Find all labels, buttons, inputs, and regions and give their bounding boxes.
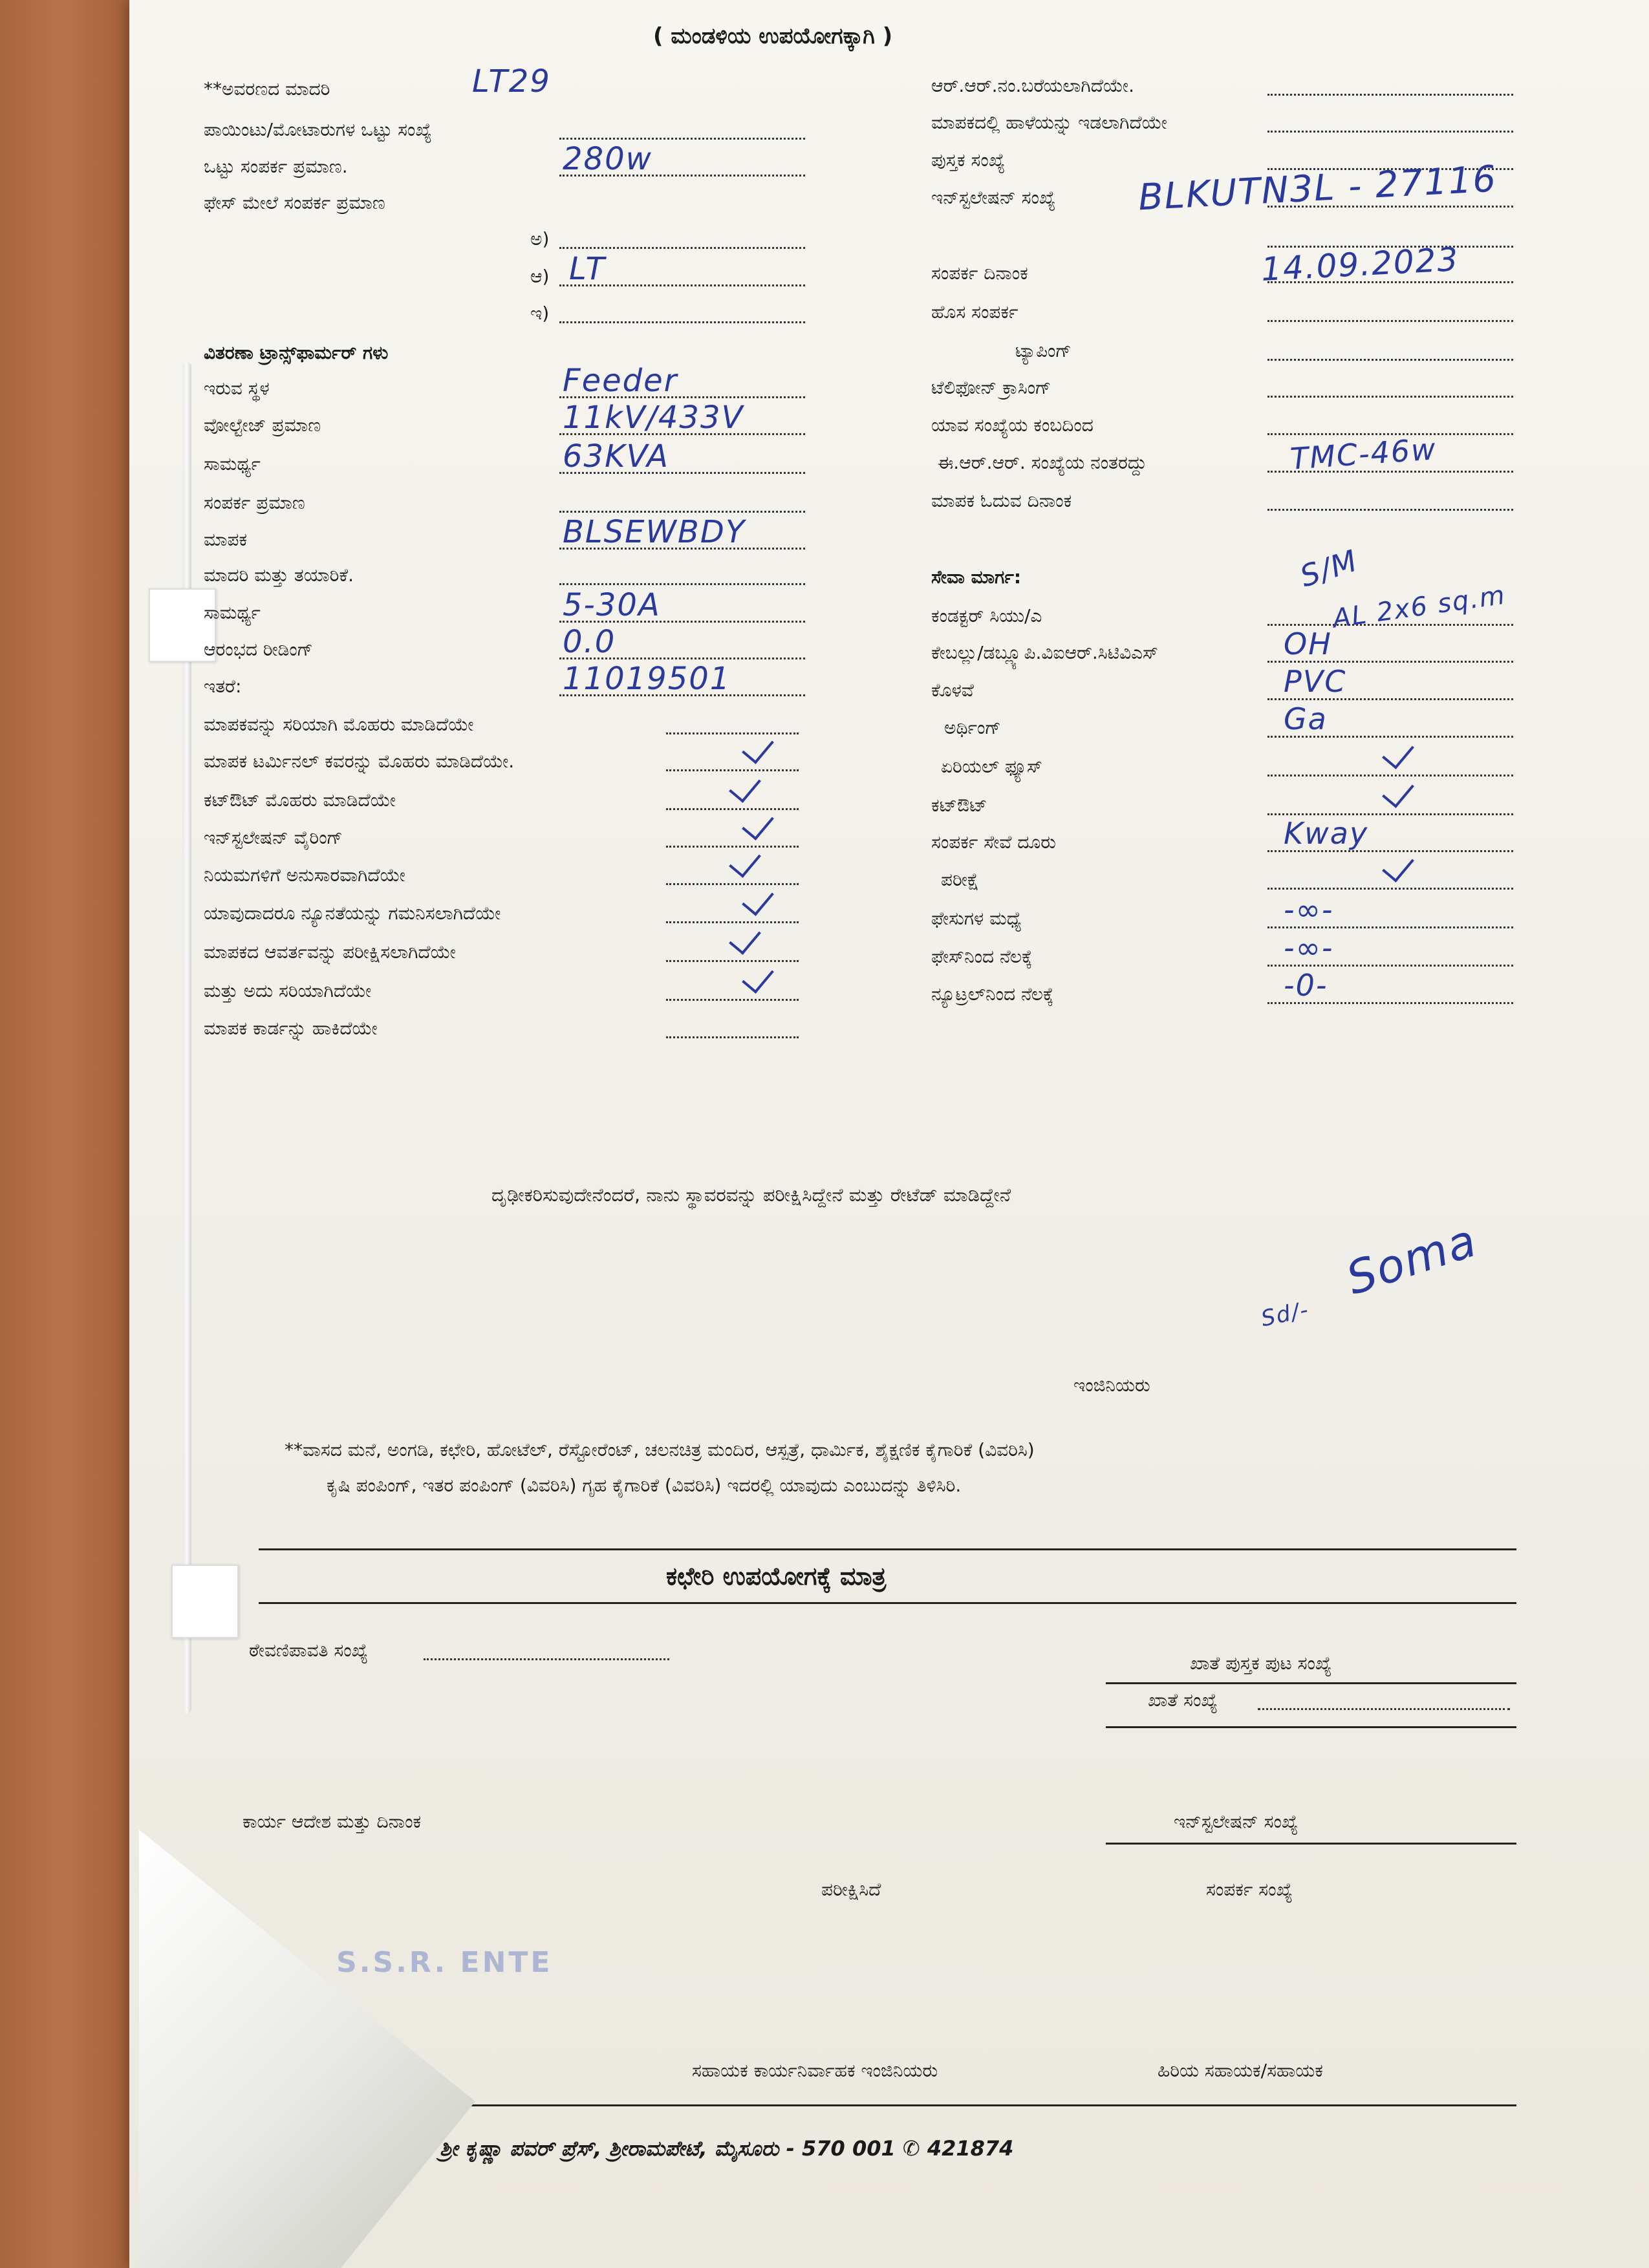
left-field-label: ಪಾಯಿಂಟು/ಮೋಟಾರುಗಳ ಒಟ್ಟು ಸಂಖ್ಯೆ xyxy=(204,119,432,140)
right-field-label: ಈ.ಆರ್.ಆರ್. ಸಂಖ್ಯೆಯ ನಂತರದ್ದು xyxy=(938,452,1147,473)
left-field-blank xyxy=(666,960,799,962)
engineer-label: ಇಂಜಿನಿಯರು xyxy=(1073,1375,1150,1396)
left-field-label: ಮಾಪಕ xyxy=(204,529,248,550)
left-field-value: 11019501 xyxy=(563,661,731,697)
signature-prefix: Sd/- xyxy=(1258,1296,1312,1332)
right-field-label: ಪರೀಕ್ಷೆ xyxy=(941,869,979,890)
left-field-blank xyxy=(666,999,799,1001)
left-field-value: 63KVA xyxy=(563,438,669,475)
work-order-label: ಕಾರ್ಯ ಆದೇಶ ಮತ್ತು ದಿನಾಂಕ xyxy=(242,1811,422,1832)
left-field-label: ಸಾಮರ್ಥ್ಯ xyxy=(204,602,261,623)
left-field-label: ಮಾಪಕ ಟರ್ಮಿನಲ್ ಕವರನ್ನು ಮೊಹರು ಮಾಡಿದೆಯೇ. xyxy=(204,751,515,772)
left-field-blank xyxy=(559,511,805,513)
left-field-value: LT xyxy=(569,251,606,287)
right-field-label: ಕೇಬಲ್ಲು/ಡಬ್ಲ್ಯೂಪಿ.ವಿಐಆರ್.ಸಿಟಿವಿಎಸ್ xyxy=(931,642,1158,663)
left-field-blank xyxy=(666,883,799,885)
left-field-label: ಮಾದರಿ ಮತ್ತು ತಯಾರಿಕೆ. xyxy=(204,564,354,586)
aee-label: ಸಹಾಯಕ ಕಾರ್ಯನಿರ್ವಾಹಕ ಇಂಜಿನಿಯರು xyxy=(692,2060,938,2081)
left-field-blank xyxy=(666,769,799,771)
right-field-label: ಕಂಡಕ್ಟರ್ ಸಿಯು/ಎ xyxy=(931,605,1042,626)
binder-cover xyxy=(0,0,142,2268)
right-field-label: ಆರ್.ಆರ್.ನಂ.ಬರೆಯಲಾಗಿದೆಯೇ. xyxy=(931,75,1135,96)
senior-assistant-label: ಹಿರಿಯ ಸಹಾಯಕ/ಸಹಾಯಕ xyxy=(1158,2060,1323,2081)
left-field-value: BLSEWBDY xyxy=(563,514,746,550)
left-field-value: LT29 xyxy=(472,63,551,100)
right-field-label: ಅರ್ಥಿಂಗ್ xyxy=(944,717,1001,738)
installation-no-label: ಇನ್‌ಸ್ಟಲೇಷನ್ ಸಂಖ್ಯೆ xyxy=(1174,1811,1299,1832)
printer-imprint: ಶ್ರೀ ಕೃಷ್ಣಾ ಪವರ್ ಪ್ರೆಸ್, ಶ್ರೀರಾಮಪೇಟೆ, ಮೈಸೂರು - 570 001 ✆ 421874 xyxy=(440,2136,1014,2161)
left-field-blank xyxy=(666,1036,799,1038)
left-field-label: ವಿತರಣಾ ಟ್ರಾನ್ಸ್‌ಫಾರ್ಮರ್ ಗಳು xyxy=(204,342,389,363)
right-field-label: ಟೆಲಿಫೋನ್ ಕ್ರಾಸಿಂಗ್ xyxy=(931,377,1051,398)
form-sheet xyxy=(129,0,1649,2268)
left-field-blank xyxy=(666,808,799,810)
left-field-label: ಇತರೆ: xyxy=(204,676,242,697)
engineer-signature: Soma xyxy=(1340,1214,1483,1305)
right-field-value: AL 2x6 sq.m xyxy=(1331,580,1508,634)
right-field-label: ಫೇಸ್‌ನಿಂದ ನೆಲಕ್ಕೆ xyxy=(931,946,1033,967)
right-field-blank xyxy=(1267,320,1513,322)
left-field-blank xyxy=(666,733,799,734)
left-field-label: ಮಾಪಕ ಕಾರ್ಡನ್ನು ಹಾಕಿದೆಯೇ xyxy=(204,1018,378,1039)
right-field-blank xyxy=(1267,396,1513,398)
account-no-blank xyxy=(1258,1708,1510,1710)
account-no-label: ಖಾತೆ ಸಂಖ್ಯೆ xyxy=(1148,1689,1218,1711)
certification-statement: ದೃಢೀಕರಿಸುವುದೇನೆಂದರೆ, ನಾನು ಸ್ಥಾವರವನ್ನು ಪರೀಕ್ಷಿಸಿದ್ದೇನೆ ಮತ್ತು ರೇಟೆಡ್ ಮಾಡಿದ್ದೇನೆ xyxy=(491,1184,1011,1206)
left-field-label: ಸಂಪರ್ಕ ಪ್ರಮಾಣ xyxy=(204,492,305,513)
connection-no-label: ಸಂಪರ್ಕ ಸಂಖ್ಯೆ xyxy=(1206,1879,1293,1900)
left-field-label: ಇರುವ ಸ್ಥಳ xyxy=(204,378,270,399)
ledger-page-no-label: ಖಾತೆ ಪುಸ್ತಕ ಪುಟ ಸಂಖ್ಯೆ xyxy=(1190,1653,1332,1674)
ledger-page-rule xyxy=(1106,1682,1516,1684)
right-field-value: OH xyxy=(1284,626,1332,661)
right-field-value: -∞- xyxy=(1284,930,1334,965)
deposit-no-blank xyxy=(424,1658,669,1660)
right-field-blank xyxy=(1267,131,1513,133)
left-field-value: 11kV/433V xyxy=(563,400,744,436)
account-no-rule xyxy=(1106,1726,1516,1728)
office-title-rule xyxy=(259,1602,1516,1604)
left-field-value: 0.0 xyxy=(563,624,616,660)
left-field-label: ಒಟ್ಟು ಸಂಪರ್ಕ ಪ್ರಮಾಣ. xyxy=(204,156,348,177)
deposit-no-label: ಠೇವಣಿಪಾವತಿ ಸಂಖ್ಯೆ xyxy=(249,1640,368,1661)
footnote-line-1: **ವಾಸದ ಮನೆ, ಅಂಗಡಿ, ಕಛೇರಿ, ಹೋಟೆಲ್, ರೆಸ್ಟೋರೆಂಟ್, ಚಲನಚಿತ್ರ ಮಂದಿರ, ಆಸ್ಪತ್ರೆ, ಧಾರ್ಮಿಕ, ಶೈಕ್ಷಣಿಕ ಕೈಗಾರಿಕೆ (ವಿವರಿಸಿ) xyxy=(285,1439,1035,1460)
right-field-label: ಯಾವ ಸಂಖ್ಯೆಯ ಕಂಬದಿಂದ xyxy=(931,414,1094,436)
right-field-value: Kway xyxy=(1284,816,1369,851)
right-field-label: ಫೇಸುಗಳ ಮಧ್ಯೆ xyxy=(931,908,1022,929)
right-field-value: 14.09.2023 xyxy=(1260,241,1460,288)
left-field-value: 280w xyxy=(563,141,652,177)
right-field-label: ನ್ಯೂಟ್ರಲ್‌ನಿಂದ ನೆಲಕ್ಕೆ xyxy=(931,983,1054,1005)
left-field-label: ವೋಲ್ಟೇಜ್ ಪ್ರಮಾಣ xyxy=(204,414,321,436)
left-field-label: **ಅವರಣದ ಮಾದರಿ xyxy=(204,78,330,100)
left-field-label: ಮಾಪಕದ ಆವರ್ತವನ್ನು ಪರೀಕ್ಷಿಸಲಾಗಿದೆಯೇ xyxy=(204,941,456,963)
right-field-value: -∞- xyxy=(1284,892,1334,927)
right-field-value: TMC-46w xyxy=(1289,431,1438,476)
footer-rule xyxy=(414,2104,1516,2106)
right-field-label: ಏರಿಯಲ್ ಫ್ಯೂಸ್ xyxy=(941,756,1042,777)
right-field-value: -0- xyxy=(1284,968,1328,1003)
right-field-label: ಕೊಳವೆ xyxy=(931,679,974,701)
left-field-label: ನಿಯಮಗಳಿಗೆ ಅನುಸಾರವಾಗಿದೆಯೇ xyxy=(204,864,405,886)
left-field-label: ಫೇಸ್ ಮೇಲೆ ಸಂಪರ್ಕ ಪ್ರಮಾಣ xyxy=(204,192,385,213)
office-top-rule xyxy=(259,1548,1516,1550)
left-field-value: Feeder xyxy=(563,363,678,399)
left-field-blank xyxy=(559,138,805,140)
binder-rod xyxy=(182,362,191,1713)
right-field-label: ಕಟ್‌ಔಟ್ xyxy=(931,795,987,816)
left-field-blank xyxy=(666,846,799,848)
form-header-title: ( ಮಂಡಳಿಯ ಉಪಯೋಗಕ್ಕಾಗಿ ) xyxy=(653,23,893,49)
left-field-label: ಸಾಮರ್ಥ್ಯ xyxy=(204,453,261,475)
installation-no-rule xyxy=(1106,1843,1516,1845)
left-field-label: ಮಾಪಕವನ್ನು ಸರಿಯಾಗಿ ಮೊಹರು ಮಾಡಿದೆಯೇ xyxy=(204,714,474,735)
right-field-label: ಟ್ಯಾಪಿಂಗ್ xyxy=(1015,340,1072,361)
right-field-blank xyxy=(1267,359,1513,361)
left-field-label: ಆ) xyxy=(530,266,550,287)
right-field-value: PVC xyxy=(1284,664,1347,699)
right-field-value: BLKUTN3L - 27116 xyxy=(1137,158,1498,219)
right-field-label: ಸಂಪರ್ಕ ಸೇವೆ ದೂರು xyxy=(931,831,1056,853)
left-field-blank xyxy=(559,247,805,249)
right-field-label: ಸೇವಾ ಮಾರ್ಗ: xyxy=(931,566,1022,588)
left-field-value: 5-30A xyxy=(563,587,661,623)
left-field-label: ಅ) xyxy=(530,228,550,250)
office-stamp: S.S.R. ENTE xyxy=(336,1946,553,1979)
right-field-label: ಇನ್‌ಸ್ಟಲೇಷನ್ ಸಂಖ್ಯೆ xyxy=(931,187,1056,208)
left-field-label: ಮತ್ತು ಅದು ಸರಿಯಾಗಿದೆಯೇ xyxy=(204,980,372,1001)
right-field-label: ಮಾಪಕ ಓದುವ ದಿನಾಂಕ xyxy=(931,490,1072,511)
footnote-line-2: ಕೃಷಿ ಪಂಪಿಂಗ್, ಇತರ ಪಂಪಿಂಗ್ (ವಿವರಿಸಿ) ಗೃಹ ಕೈಗಾರಿಕೆ (ವಿವರಿಸಿ) ಇದರಲ್ಲಿ ಯಾವುದು ಎಂಬುದನ್ನು ತಿಳಿಸಿರಿ. xyxy=(327,1475,962,1496)
right-field-label: ಪುಸ್ತಕ ಸಂಖ್ಯೆ xyxy=(931,149,1006,171)
right-field-blank xyxy=(1267,888,1513,890)
right-field-value: Ga xyxy=(1284,701,1328,736)
left-field-blank xyxy=(666,921,799,923)
left-field-label: ಕಟ್‌ಔಟ್ ಮೊಹರು ಮಾಡಿದೆಯೇ xyxy=(204,789,396,811)
binder-tab xyxy=(171,1565,239,1638)
left-field-blank xyxy=(559,583,805,585)
office-section-title: ಕಛೇರಿ ಉಪಯೋಗಕ್ಕೆ ಮಾತ್ರ xyxy=(666,1562,887,1590)
left-field-blank xyxy=(559,321,805,323)
right-field-blank xyxy=(1267,509,1513,511)
checked-label: ಪರೀಕ್ಷಿಸಿದೆ xyxy=(821,1879,881,1900)
right-field-value: S/M xyxy=(1295,542,1363,594)
right-field-blank xyxy=(1267,94,1513,96)
right-field-label: ಸಂಪರ್ಕ ದಿನಾಂಕ xyxy=(931,262,1028,284)
right-field-label: ಮಾಪಕದಲ್ಲಿ ಹಾಳೆಯನ್ನು ಇಡಲಾಗಿದೆಯೇ xyxy=(931,112,1167,133)
left-field-label: ಇನ್‌ಸ್ಟಲೇಷನ್ ವೈರಿಂಗ್ xyxy=(204,827,343,848)
right-field-label: ಹೊಸ ಸಂಪರ್ಕ xyxy=(931,301,1018,323)
left-field-label: ಇ) xyxy=(530,303,550,324)
right-field-blank xyxy=(1267,775,1513,776)
left-field-label: ಆರಂಭದ ರೀಡಿಂಗ್ xyxy=(204,639,313,660)
left-field-label: ಯಾವುದಾದರೂ ನ್ಯೂನತೆಯನ್ನು ಗಮನಿಸಲಾಗಿದೆಯೇ xyxy=(204,903,501,924)
